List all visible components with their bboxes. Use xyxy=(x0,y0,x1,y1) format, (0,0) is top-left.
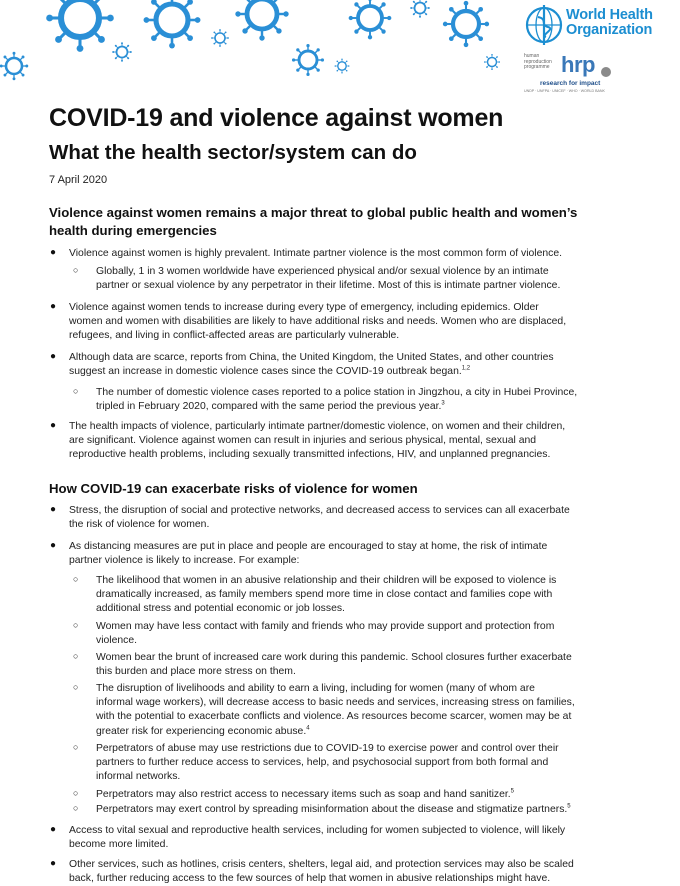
virus-particle-icon xyxy=(349,0,392,39)
text-line: As distancing measures are put in place and people are encouraged to stay at home, the risk of intimate xyxy=(69,541,548,552)
footnote-ref: 5 xyxy=(567,803,571,810)
sub-bullet-icon: ○ xyxy=(73,265,79,275)
hrp-logo-text: hrp xyxy=(561,52,595,77)
text-line: are significant. Violence against women can result in injuries and serious physical, mental, sexual and xyxy=(69,435,537,447)
sub-list-item xyxy=(96,682,638,739)
hrp-dot-icon xyxy=(600,66,612,78)
footnote-ref: 3 xyxy=(441,400,445,407)
bullet-icon: ● xyxy=(50,504,57,515)
text-line: with the potential to exacerbate conflicts and violence. As resources become scarcer, women may be at xyxy=(96,711,572,723)
text-line: become more limited. xyxy=(69,839,169,851)
bullet-icon: ● xyxy=(50,301,57,312)
list-item xyxy=(69,301,639,344)
sub-list-item xyxy=(96,742,638,785)
virus-particle-icon xyxy=(235,0,288,41)
text-span: Perpetrators may also restrict access to necessary items such as soap and hand sanitizer. xyxy=(96,789,511,800)
hrp-small-text: human reproduction programme xyxy=(524,53,552,70)
bullet-icon: ● xyxy=(50,247,57,258)
text-line: women and women with disabilities are likely to have additional risks and needs. Women who are displaced, xyxy=(69,316,567,328)
who-emblem-icon xyxy=(524,3,564,47)
sub-list-item xyxy=(96,620,638,648)
text-line: violence. xyxy=(96,635,138,647)
text-line xyxy=(96,788,638,802)
text-line: informal wage workers), will decrease access to basic needs and services, increasing stress on families, xyxy=(96,697,575,709)
text-line: the risk of violence for women. xyxy=(69,519,210,531)
virus-particle-icon xyxy=(112,42,132,62)
who-logo-line2: Organization xyxy=(566,22,653,38)
sub-bullet-icon: ○ xyxy=(73,742,79,752)
heading-line: health during emergencies xyxy=(49,223,217,238)
virus-particle-icon xyxy=(443,1,489,47)
text-line xyxy=(96,803,638,817)
virus-particle-icon xyxy=(0,52,28,80)
list-item xyxy=(69,504,639,532)
virus-particle-icon xyxy=(211,29,229,47)
bullet-icon: ● xyxy=(50,540,57,551)
text-line: Globally, 1 in 3 women worldwide have experienced physical and/or sexual violence by an intimate xyxy=(96,266,549,277)
text-line: partners to further reduce access to services, help, and psychosocial support from both formal and xyxy=(96,757,549,769)
text-line xyxy=(69,365,639,379)
text-line: informal networks. xyxy=(96,771,181,783)
text-line: Other services, such as hotlines, crisis centers, shelters, legal aid, and protection services may also be scaled xyxy=(69,859,574,870)
list-item xyxy=(69,420,639,463)
virus-particle-icon xyxy=(46,0,114,52)
list-item xyxy=(69,351,639,379)
text-span: tripled in February 2020, compared with the same period the previous year. xyxy=(96,401,442,413)
text-line: additional stress and potential economic or job losses. xyxy=(96,603,345,615)
virus-particle-icon xyxy=(335,59,350,74)
sub-list-item xyxy=(96,803,638,817)
sub-list-item xyxy=(96,574,638,617)
list-item xyxy=(69,540,639,568)
text-span: greater risk for experiencing economic abuse. xyxy=(96,725,307,737)
text-line: The health impacts of violence, particularly intimate partner/domestic violence, on women and their children, xyxy=(69,421,566,432)
virus-particle-icon xyxy=(484,54,500,70)
who-logo-text xyxy=(566,8,653,38)
footnote-ref: 5 xyxy=(510,788,515,795)
sub-bullet-icon: ○ xyxy=(73,386,79,396)
text-line: back, further reducing access to the few sources of help that women in abusive relationships might have. xyxy=(69,873,551,885)
sub-list-item xyxy=(96,265,638,293)
text-line: Perpetrators of abuse may use restrictions due to COVID-19 to exercise power and control over their xyxy=(96,743,559,754)
heading-line: Violence against women remains a major threat to global public health and women’s xyxy=(49,205,578,220)
virus-particle-icon xyxy=(292,44,324,76)
bullet-icon: ● xyxy=(50,351,57,362)
text-line xyxy=(96,400,638,414)
sub-bullet-icon: ○ xyxy=(73,788,79,798)
footnote-ref: 1,2 xyxy=(461,365,471,372)
sub-bullet-icon: ○ xyxy=(73,651,79,661)
text-span: suggest an increase in domestic violence cases since the COVID-19 outbreak began. xyxy=(69,366,462,378)
list-item xyxy=(69,824,639,852)
footnote-ref: 4 xyxy=(306,725,310,732)
bullet-icon: ● xyxy=(50,824,57,835)
text-line: dramatically increased, as family members spend more time in close contact and families cope with xyxy=(96,589,553,601)
text-line: Violence against women tends to increase during every type of emergency, including epidemics. Older xyxy=(69,302,539,313)
sub-bullet-icon: ○ xyxy=(73,574,79,584)
sub-bullet-icon: ○ xyxy=(73,682,79,692)
text-line: Violence against women is highly prevalent. Intimate partner violence is the most common form of violence. xyxy=(69,248,563,259)
who-logo-line1: World Health xyxy=(566,7,653,23)
text-line: partner violence is likely to increase. For example: xyxy=(69,555,300,567)
page-subtitle: What the health sector/system can do xyxy=(49,141,417,164)
text-line: The likelihood that women in an abusive relationship and their children will be exposed to violence is xyxy=(96,575,557,586)
sub-list-item xyxy=(96,788,638,802)
list-item xyxy=(69,247,639,261)
hrp-partners: UNDP · UNFPA · UNICEF · WHO · WORLD BANK xyxy=(524,89,605,93)
hrp-tagline: research for impact xyxy=(540,80,601,87)
bullet-icon: ● xyxy=(50,858,57,869)
text-line xyxy=(96,725,638,739)
section-heading-2: How COVID-19 can exacerbate risks of violence for women xyxy=(49,481,418,496)
text-line: Women bear the brunt of increased care work during this pandemic. School closures further exacerbate xyxy=(96,652,572,663)
text-line: Although data are scarce, reports from China, the United Kingdom, the United States, and other countries xyxy=(69,352,554,363)
sub-bullet-icon: ○ xyxy=(73,803,79,813)
text-line: Women may have less contact with family and friends who may provide support and protection from xyxy=(96,621,555,632)
sub-bullet-icon: ○ xyxy=(73,620,79,630)
text-line: reproductive health problems, including sexually transmitted infections, HIV, and unplanned pregnancies. xyxy=(69,449,551,461)
text-line: this burden and place more stress on them. xyxy=(96,666,296,678)
text-line: refugees, and living in conflict-affected areas are particularly vulnerable. xyxy=(69,330,400,342)
text-line: Stress, the disruption of social and protective networks, and decreased access to services can all exacerbate xyxy=(69,505,570,516)
virus-particle-icon xyxy=(410,0,430,18)
page-title: COVID-19 and violence against women xyxy=(49,104,504,132)
text-line: partner or sexual violence by any perpetrator in their lifetime. Most of this is intimate partner violence. xyxy=(96,280,561,292)
bullet-icon: ● xyxy=(50,420,57,431)
section-heading-1 xyxy=(49,204,639,240)
text-line: The disruption of livelihoods and ability to earn a living, including for women (many of whom are xyxy=(96,683,535,694)
text-line: Access to vital sexual and reproductive health services, including for women subjected to violence, will likely xyxy=(69,825,566,836)
text-line: The number of domestic violence cases reported to a police station in Jingzhou, a city in Hubei Province, xyxy=(96,387,578,398)
sub-list-item xyxy=(96,386,638,414)
sub-list-item xyxy=(96,651,638,679)
publication-date: 7 April 2020 xyxy=(49,174,108,186)
virus-particle-icon xyxy=(144,0,201,48)
list-item xyxy=(69,858,639,886)
text-span: Perpetrators may exert control by spreading misinformation about the disease and stigmatize partners. xyxy=(96,804,568,815)
virus-banner xyxy=(0,0,500,95)
